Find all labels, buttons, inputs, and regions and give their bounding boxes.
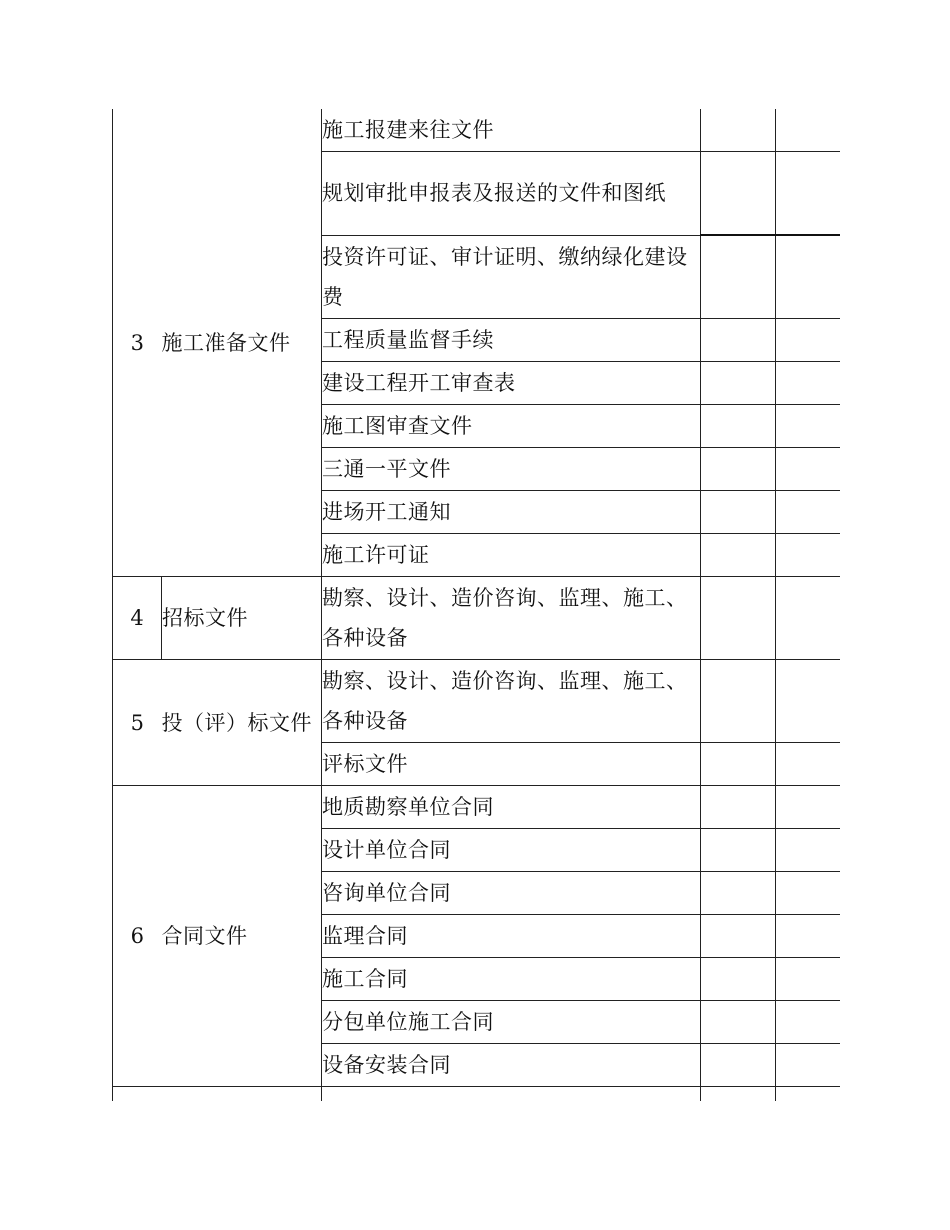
- blank-cell: [701, 915, 776, 958]
- group-number: 3: [113, 109, 162, 577]
- blank-cell: [701, 1001, 776, 1044]
- file-item: 评标文件: [322, 743, 701, 786]
- blank-cell: [701, 448, 776, 491]
- blank-cell: [162, 1087, 322, 1102]
- group-name: 合同文件: [162, 786, 322, 1087]
- blank-cell: [776, 915, 840, 958]
- blank-cell: [701, 534, 776, 577]
- file-item: 进场开工通知: [322, 491, 701, 534]
- blank-cell: [701, 660, 776, 743]
- group-name: 施工准备文件: [162, 109, 322, 577]
- blank-cell: [701, 152, 776, 236]
- blank-cell: [701, 829, 776, 872]
- file-item: 施工合同: [322, 958, 701, 1001]
- blank-cell: [701, 1044, 776, 1087]
- group-number: 6: [113, 786, 162, 1087]
- blank-cell: [701, 577, 776, 660]
- group-number: 4: [113, 577, 162, 660]
- group-name: 招标文件: [162, 577, 322, 660]
- blank-cell: [776, 405, 840, 448]
- file-item: 设计单位合同: [322, 829, 701, 872]
- table-row: [113, 660, 840, 743]
- blank-cell: [701, 743, 776, 786]
- file-item: 规划审批申报表及报送的文件和图纸: [322, 152, 701, 236]
- blank-cell: [776, 152, 840, 236]
- file-item: 监理合同: [322, 915, 701, 958]
- file-item: 投资许可证、审计证明、缴纳绿化建设费: [322, 235, 701, 319]
- file-item: 分包单位施工合同: [322, 1001, 701, 1044]
- blank-cell: [701, 1087, 776, 1102]
- blank-cell: [701, 109, 776, 152]
- blank-cell: [776, 958, 840, 1001]
- blank-cell: [701, 491, 776, 534]
- blank-cell: [776, 660, 840, 743]
- blank-cell: [701, 958, 776, 1001]
- group-number: 5: [113, 660, 162, 786]
- blank-cell: [701, 319, 776, 362]
- blank-cell: [701, 362, 776, 405]
- file-item: 工程质量监督手续: [322, 319, 701, 362]
- table-row: [113, 786, 840, 829]
- blank-cell: [776, 872, 840, 915]
- table-row: [113, 577, 840, 660]
- file-item: 三通一平文件: [322, 448, 701, 491]
- blank-cell: [113, 1087, 162, 1102]
- file-item: 建设工程开工审查表: [322, 362, 701, 405]
- table-row: [113, 109, 840, 152]
- blank-cell: [701, 235, 776, 319]
- file-item: 施工图审查文件: [322, 405, 701, 448]
- blank-cell: [776, 829, 840, 872]
- blank-cell: [776, 577, 840, 660]
- blank-cell: [701, 405, 776, 448]
- blank-cell: [776, 448, 840, 491]
- blank-cell: [322, 1087, 701, 1102]
- blank-cell: [776, 1001, 840, 1044]
- blank-cell: [776, 109, 840, 152]
- blank-cell: [776, 786, 840, 829]
- blank-cell: [776, 1044, 840, 1087]
- file-item: 地质勘察单位合同: [322, 786, 701, 829]
- archive-file-table: [112, 109, 840, 1101]
- blank-cell: [776, 491, 840, 534]
- file-item: 设备安装合同: [322, 1044, 701, 1087]
- blank-cell: [776, 362, 840, 405]
- file-item: 咨询单位合同: [322, 872, 701, 915]
- table-row-continuation: [113, 1087, 840, 1102]
- blank-cell: [776, 319, 840, 362]
- blank-cell: [701, 872, 776, 915]
- blank-cell: [776, 1087, 840, 1102]
- blank-cell: [776, 534, 840, 577]
- blank-cell: [776, 743, 840, 786]
- blank-cell: [701, 786, 776, 829]
- blank-cell: [776, 235, 840, 319]
- file-item: 施工许可证: [322, 534, 701, 577]
- file-item: 施工报建来往文件: [322, 109, 701, 152]
- file-item: 勘察、设计、造价咨询、监理、施工、各种设备: [322, 577, 701, 660]
- group-name: 投（评）标文件: [162, 660, 322, 786]
- file-item: 勘察、设计、造价咨询、监理、施工、各种设备: [322, 660, 701, 743]
